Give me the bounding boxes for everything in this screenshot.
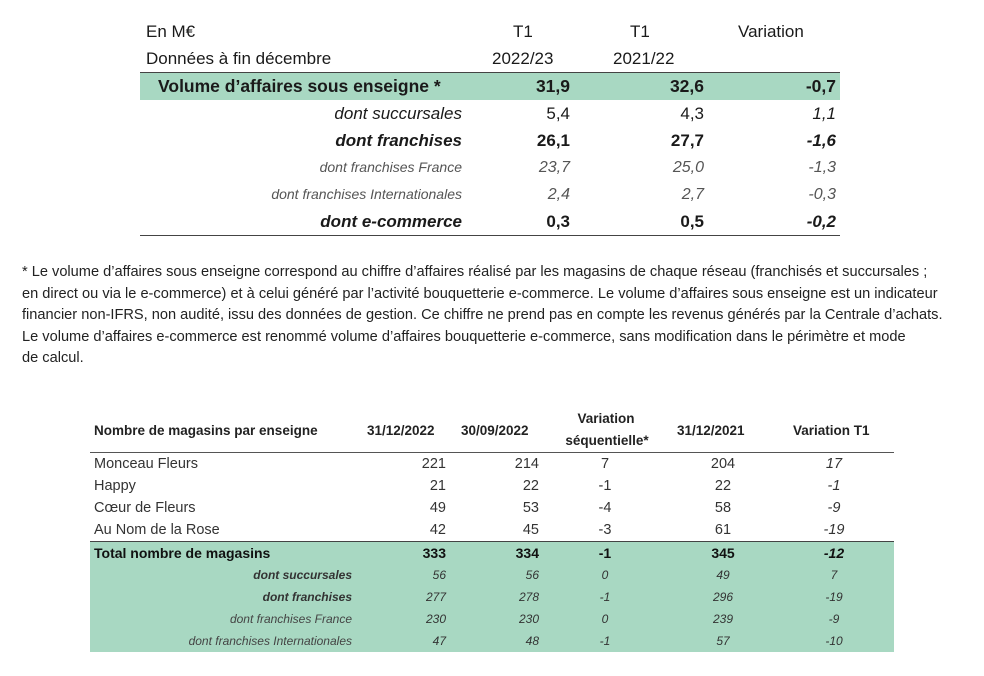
- row-label: dont franchises Internationales: [271, 186, 462, 202]
- table-row: [90, 475, 894, 497]
- sub-row: [90, 564, 894, 586]
- row-label: dont succursales: [334, 104, 462, 123]
- total-row: [90, 541, 894, 564]
- revenue-table-header-row-2: [140, 45, 840, 72]
- cell-value: 345: [711, 545, 735, 561]
- table-row: [140, 181, 840, 208]
- sub-row: [90, 630, 894, 652]
- cell-value: 2,4: [547, 186, 570, 203]
- table-row: [90, 453, 894, 475]
- cell-value: 22: [714, 478, 732, 494]
- cell-value: 31,9: [535, 76, 570, 96]
- cell-value: -0,2: [806, 212, 836, 231]
- cell-value: -1,3: [808, 159, 836, 176]
- row-label: dont franchises France: [229, 612, 352, 626]
- cell-value: 0,5: [680, 212, 704, 231]
- cell-value: 239: [712, 612, 734, 626]
- col-header-current-year: 2022/23: [492, 49, 554, 68]
- row-label: dont franchises Internationales: [188, 634, 352, 648]
- row-label: Total nombre de magasins: [94, 545, 271, 561]
- cell-value: 1,1: [812, 104, 836, 123]
- cell-value: 214: [514, 456, 539, 472]
- cell-value: 58: [714, 500, 732, 516]
- cell-value: -1,6: [806, 131, 836, 150]
- row-label: dont e-commerce: [320, 212, 462, 231]
- col-header-sep-2022: 30/09/2022: [461, 423, 529, 438]
- table-row: [90, 497, 894, 519]
- cell-value: 7: [830, 568, 838, 582]
- table-row: [140, 100, 840, 127]
- footnote: [22, 262, 972, 370]
- table-row: [140, 72, 840, 100]
- col-header-dec-2021: 31/12/2021: [677, 423, 745, 438]
- stores-table: [90, 408, 894, 652]
- cell-value: 21: [429, 478, 446, 494]
- cell-value: -1: [598, 478, 612, 494]
- date-label: Données à fin décembre: [146, 49, 332, 68]
- sub-row: [90, 586, 894, 608]
- cell-value: 0: [601, 612, 609, 626]
- row-label: dont franchises France: [319, 159, 462, 175]
- footnote-line: Le volume d’affaires e-commerce est renommé volume d’affaires bouquetterie e-commerce, sans modification dans le périmètre et mode: [22, 328, 906, 345]
- cell-value: 278: [518, 590, 539, 604]
- cell-value: 56: [525, 568, 539, 582]
- cell-value: 204: [710, 456, 736, 472]
- footnote-line: de calcul.: [22, 350, 84, 366]
- cell-value: -3: [598, 522, 612, 538]
- revenue-table: [140, 18, 840, 236]
- cell-value: -1: [599, 634, 611, 648]
- col-header-previous: T1: [630, 22, 650, 41]
- row-label: Monceau Fleurs: [94, 456, 198, 472]
- col-header-previous-year: 2021/22: [613, 49, 675, 68]
- cell-value: 5,4: [546, 104, 570, 123]
- cell-value: 42: [429, 522, 446, 538]
- cell-value: 296: [712, 590, 734, 604]
- cell-value: 7: [600, 456, 610, 472]
- cell-value: 334: [515, 545, 539, 561]
- cell-value: 61: [714, 522, 732, 538]
- cell-value: 333: [422, 545, 446, 561]
- cell-value: 45: [522, 522, 539, 538]
- sub-row: [90, 608, 894, 630]
- cell-value: -1: [598, 545, 612, 561]
- cell-value: 221: [421, 456, 446, 472]
- cell-value: 230: [425, 612, 446, 626]
- cell-value: -19: [825, 590, 843, 604]
- table-row: [140, 154, 840, 181]
- cell-value: 230: [518, 612, 539, 626]
- cell-value: 23,7: [538, 159, 570, 176]
- row-label: dont franchises: [262, 590, 352, 604]
- cell-value: 22: [522, 478, 539, 494]
- cell-value: -1: [827, 478, 841, 494]
- cell-value: 47: [432, 634, 446, 648]
- revenue-table-header-row-1: [140, 18, 840, 45]
- table-row: [140, 208, 840, 236]
- cell-value: 53: [522, 500, 539, 516]
- col-header-seq-variation-1: Variation: [577, 411, 635, 426]
- cell-value: 17: [825, 456, 843, 472]
- cell-value: -4: [598, 500, 612, 516]
- footnote-line: en direct ou via le e-commerce) et à celui généré par l’activité bouquetterie e-commerce. Le volume d’affaires sous enseigne est un indicateur: [22, 285, 938, 302]
- cell-value: 49: [429, 500, 446, 516]
- cell-value: 2,7: [681, 186, 704, 203]
- cell-value: 0: [601, 568, 609, 582]
- col-header-variation-t1: Variation T1: [793, 423, 870, 438]
- cell-value: 4,3: [680, 104, 704, 123]
- cell-value: -10: [825, 634, 843, 648]
- row-label: Au Nom de la Rose: [94, 522, 220, 538]
- cell-value: -19: [823, 522, 845, 538]
- cell-value: 0,3: [546, 212, 570, 231]
- cell-value: 32,6: [669, 76, 704, 96]
- col-header-dec-2022: 31/12/2022: [367, 423, 435, 438]
- table-row: [90, 519, 894, 541]
- row-label: Happy: [94, 478, 136, 494]
- cell-value: 57: [716, 634, 730, 648]
- stores-table-header: [90, 408, 894, 453]
- footnote-line: financier non-IFRS, non audité, issu des données de gestion. Ce chiffre ne prend pas en compte les revenus générés par la Centrale d’achats.: [22, 307, 943, 323]
- cell-value: -0,3: [808, 186, 836, 203]
- unit-label: En M€: [146, 22, 196, 41]
- footnote-line: * Le volume d’affaires sous enseigne correspond au chiffre d’affaires réalisé par les magasins de chaque réseau (franchisés et succursales ;: [22, 264, 928, 280]
- cell-value: 48: [525, 634, 539, 648]
- row-label: Volume d’affaires sous enseigne *: [158, 76, 441, 96]
- cell-value: 49: [716, 568, 730, 582]
- cell-value: 277: [425, 590, 446, 604]
- cell-value: -9: [828, 612, 840, 626]
- cell-value: -9: [827, 500, 841, 516]
- cell-value: -0,7: [805, 76, 836, 96]
- cell-value: 25,0: [672, 159, 704, 176]
- cell-value: -12: [823, 545, 845, 561]
- cell-value: 26,1: [536, 131, 570, 150]
- cell-value: -1: [599, 590, 611, 604]
- col-header-current: T1: [513, 22, 533, 41]
- table-row: [140, 127, 840, 154]
- cell-value: 56: [432, 568, 446, 582]
- col-header-seq-variation-2: séquentielle*: [565, 433, 649, 448]
- cell-value: 27,7: [670, 131, 704, 150]
- row-label: dont succursales: [253, 568, 352, 582]
- col-header-label: Nombre de magasins par enseigne: [94, 423, 318, 438]
- row-label: dont franchises: [335, 131, 462, 150]
- row-label: Cœur de Fleurs: [94, 500, 196, 516]
- col-header-variation: Variation: [738, 22, 804, 41]
